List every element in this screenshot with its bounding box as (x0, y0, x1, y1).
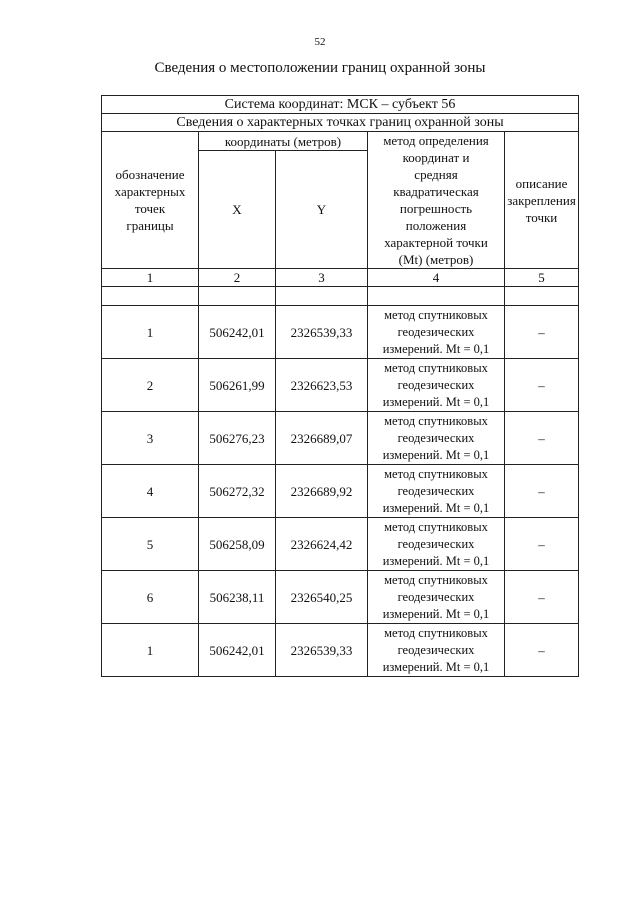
cell-y: 2326689,92 (276, 465, 368, 518)
cell-method (368, 518, 505, 571)
cell-x: 506261,99 (199, 359, 276, 412)
cell-x: 506242,01 (199, 306, 276, 359)
method-line: измерений. Mt = 0,1 (382, 394, 490, 409)
cell-y: 2326689,07 (276, 412, 368, 465)
cell-point: 4 (102, 465, 199, 518)
table-row (102, 412, 579, 465)
cell-description: – (505, 359, 579, 412)
method-line: измерений. Mt = 0,1 (382, 659, 490, 674)
header-description (505, 132, 579, 269)
coordinate-system-row (102, 96, 579, 114)
cell-method (368, 624, 505, 677)
cell-x: 506272,32 (199, 465, 276, 518)
method-line: геодезических (397, 377, 475, 392)
method-line: метод спутниковых (384, 466, 488, 481)
column-number: 2 (199, 269, 276, 287)
coordinates-table (101, 95, 579, 677)
header-description-line: точки (525, 209, 558, 225)
cell-y: 2326539,33 (276, 306, 368, 359)
cell-description: – (505, 412, 579, 465)
table-header-row (102, 132, 579, 151)
method-line: метод спутниковых (384, 360, 488, 375)
header-coordinates: координаты (метров) (199, 132, 368, 151)
cell-y: 2326624,42 (276, 518, 368, 571)
cell-point: 1 (102, 624, 199, 677)
cell-point: 1 (102, 306, 199, 359)
cell-y: 2326623,53 (276, 359, 368, 412)
table-row (102, 306, 579, 359)
column-number: 3 (276, 269, 368, 287)
points-info-label: Сведения о характерных точках границ охранной зоны (102, 114, 579, 132)
cell-description: – (505, 571, 579, 624)
cell-x: 506276,23 (199, 412, 276, 465)
spacer-row (102, 287, 579, 306)
method-line: метод спутниковых (384, 519, 488, 534)
cell-method (368, 465, 505, 518)
method-line: метод спутниковых (384, 572, 488, 587)
cell-y: 2326539,33 (276, 624, 368, 677)
header-description-line: закрепления (507, 192, 576, 208)
header-method-line: (Mt) (метров) (398, 252, 474, 267)
cell-x: 506242,01 (199, 624, 276, 677)
header-description-line: описание (515, 175, 568, 191)
cell-description: – (505, 306, 579, 359)
header-method-line: квадратическая (393, 184, 479, 199)
cell-point: 5 (102, 518, 199, 571)
document-title: Сведения о местоположении границ охранной зоны (154, 60, 486, 76)
points-info-row (102, 114, 579, 132)
method-line: геодезических (397, 483, 475, 498)
coordinate-system-label: Система координат: МСК – субъект 56 (102, 96, 579, 114)
header-method-line: погрешность (399, 201, 473, 216)
method-line: геодезических (397, 589, 475, 604)
header-method-line: метод определения (383, 133, 489, 148)
page-number: 52 (314, 36, 326, 48)
cell-x: 506258,09 (199, 518, 276, 571)
header-point-line: обозначение (115, 167, 185, 182)
cell-x: 506238,11 (199, 571, 276, 624)
column-number-row (102, 269, 579, 287)
method-line: геодезических (397, 642, 475, 657)
method-line: измерений. Mt = 0,1 (382, 553, 490, 568)
method-line: геодезических (397, 430, 475, 445)
method-line: метод спутниковых (384, 625, 488, 640)
cell-point: 3 (102, 412, 199, 465)
header-method (368, 132, 505, 269)
cell-description: – (505, 518, 579, 571)
table-row (102, 571, 579, 624)
cell-method (368, 412, 505, 465)
table-row (102, 359, 579, 412)
header-x: X (199, 151, 276, 269)
method-line: метод спутниковых (384, 307, 488, 322)
header-point-line: точек (134, 201, 166, 216)
column-number: 5 (505, 269, 579, 287)
column-number: 1 (102, 269, 199, 287)
method-line: измерений. Mt = 0,1 (382, 606, 490, 621)
header-method-line: координат и (402, 150, 470, 165)
table-row (102, 624, 579, 677)
cell-point: 2 (102, 359, 199, 412)
cell-method (368, 571, 505, 624)
cell-description: – (505, 624, 579, 677)
header-point-line: границы (126, 218, 174, 233)
column-number: 4 (368, 269, 505, 287)
method-line: измерений. Mt = 0,1 (382, 447, 490, 462)
table-row (102, 465, 579, 518)
header-point-line: характерных (114, 184, 186, 199)
method-line: измерений. Mt = 0,1 (382, 500, 490, 515)
table-row (102, 518, 579, 571)
cell-method (368, 359, 505, 412)
header-method-line: средняя (414, 167, 458, 182)
method-line: геодезических (397, 324, 475, 339)
header-method-line: характерной точки (384, 235, 488, 250)
cell-description: – (505, 465, 579, 518)
cell-point: 6 (102, 571, 199, 624)
header-method-line: положения (405, 218, 467, 233)
method-line: измерений. Mt = 0,1 (382, 341, 490, 356)
header-y: Y (276, 151, 368, 269)
method-line: метод спутниковых (384, 413, 488, 428)
cell-method (368, 306, 505, 359)
method-line: геодезических (397, 536, 475, 551)
cell-y: 2326540,25 (276, 571, 368, 624)
header-point (102, 132, 199, 269)
